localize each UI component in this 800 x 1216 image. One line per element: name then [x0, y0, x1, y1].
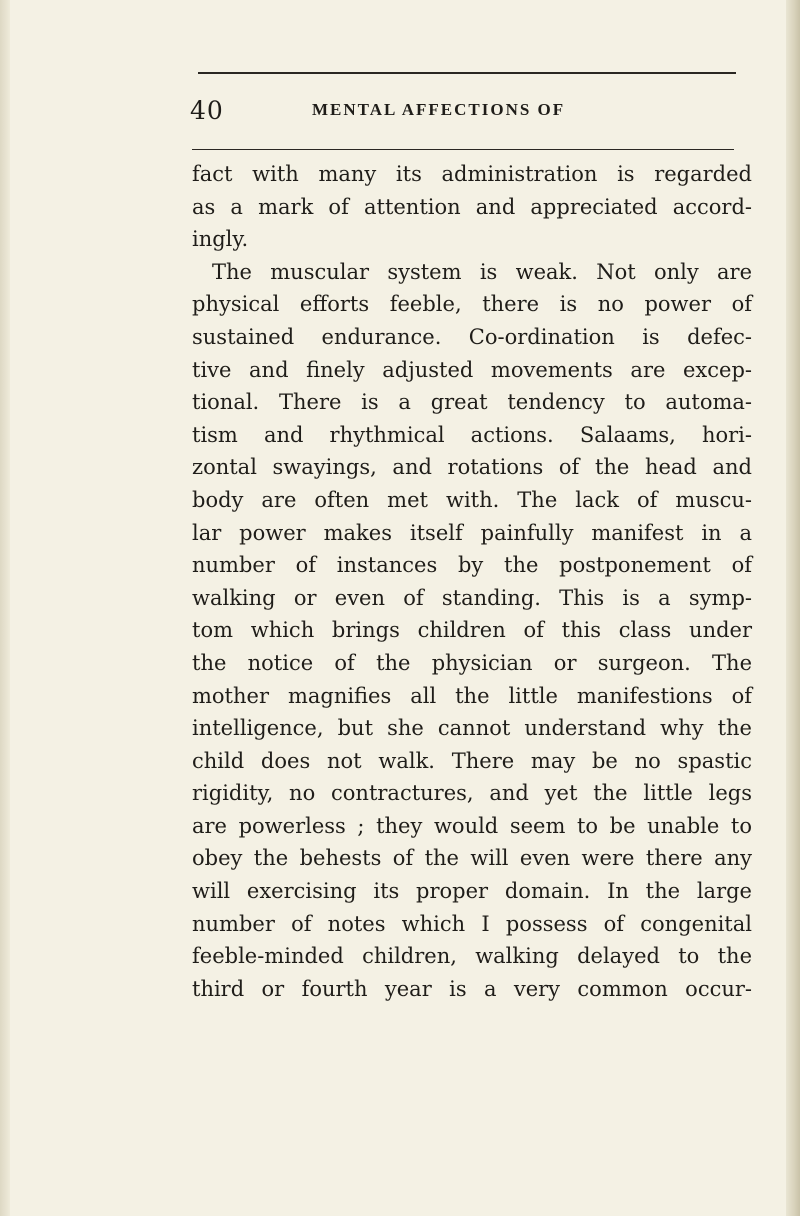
text-line: walking or even of standing. This is a symp- [192, 585, 752, 610]
text-line: the notice of the physician or surgeon. The [192, 650, 752, 675]
page-number: 40 [190, 96, 224, 125]
page-edge-right [786, 0, 800, 1216]
text-line: lar power makes itself painfully manifest in a [192, 520, 752, 545]
top-rule [198, 72, 736, 74]
text-line: ingly. [192, 227, 249, 252]
text-line: obey the behests of the will even were there any [192, 846, 752, 871]
running-title: MENTAL AFFECTIONS OF [312, 100, 566, 119]
text-line: as a mark of attention and appreciated accord- [192, 194, 752, 219]
text-line: number of instances by the postponement of [192, 553, 752, 578]
paragraph-start-line: The muscular system is weak. Not only are [212, 259, 752, 284]
text-line: tism and rhythmical actions. Salaams, hori- [192, 422, 752, 447]
text-line: third or fourth year is a very common occur- [192, 976, 752, 1001]
text-line: sustained endurance. Co-ordination is defec- [192, 324, 752, 349]
text-line: tional. There is a great tendency to automa- [192, 390, 752, 415]
text-line: intelligence, but she cannot understand why the [192, 716, 752, 741]
text-line: fact with many its administration is regarded [192, 162, 752, 186]
text-line: body are often met with. The lack of muscu- [192, 487, 752, 512]
text-line: zontal swayings, and rotations of the head and [192, 455, 752, 480]
page-edge-left [0, 0, 10, 1216]
text-line: are powerless ; they would seem to be unable to [192, 813, 752, 838]
text-line: tom which brings children of this class under [192, 618, 752, 643]
text-line: rigidity, no contractures, and yet the little legs [192, 781, 752, 806]
body-text [192, 158, 752, 1005]
text-line: number of notes which I possess of congenital [192, 911, 752, 936]
text-line: feeble-minded children, walking delayed to the [192, 944, 752, 969]
text-line: mother magnifies all the little manifestions of [192, 683, 752, 708]
text-line: physical efforts feeble, there is no power of [192, 292, 752, 317]
header-rule [192, 149, 734, 150]
running-head [190, 96, 750, 136]
text-line: will exercising its proper domain. In the large [192, 879, 752, 904]
text-line: child does not walk. There may be no spastic [192, 748, 752, 773]
text-line: tive and finely adjusted movements are excep- [192, 357, 752, 382]
